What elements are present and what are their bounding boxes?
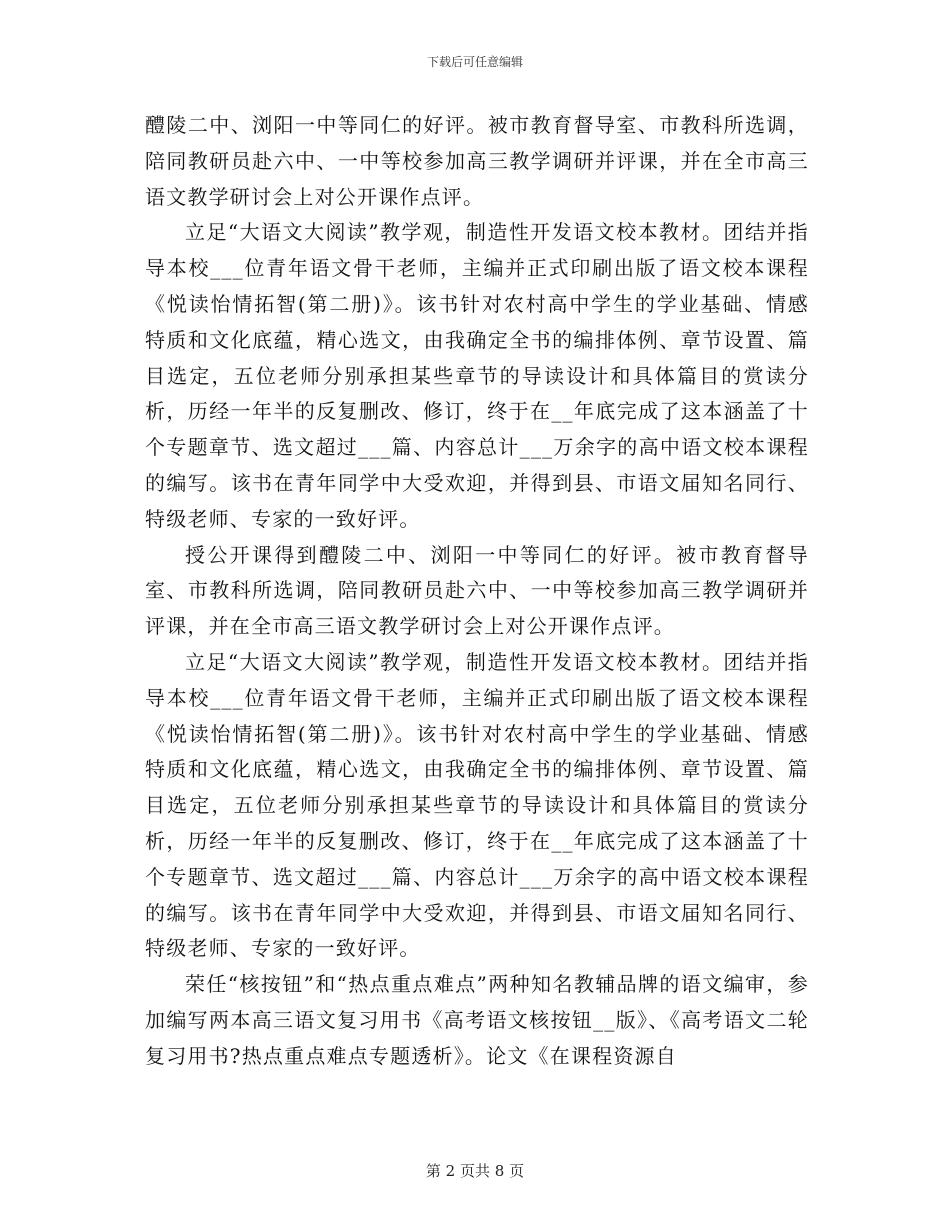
paragraph: 立足“大语文大阅读”教学观，制造性开发语文校本教材。团结并指导本校___位青年语文骨干老师，主编并正式印刷出版了语文校本课程《悦读怡情拓智(第二册)》。该书针对农村高中学生的学业基础、情感特质和文化底蕴，精心选文，由我确定全书的编排体例、章节设置、篇目选定，五位老师分别承担某些章节的导读设计和具体篇目的赏读分析，历经一年半的反复删改、修订，终于在__年底完成了这本涵盖了十个专题章节、选文超过___篇、内容总计___万余字的高中语文校本课程的编写。该书在青年同学中大受欢迎，并得到县、市语文届知名同行、特级老师、专家的一致好评。 [145,220,809,531]
paragraph: 授公开课得到醴陵二中、浏阳一中等同仁的好评。被市教育督导室、市教科所选调，陪同教研员赴六中、一中等校参加高三教学调研并评课，并在全市高三语文教学研讨会上对公开课作点评。 [145,542,809,639]
paragraph-continued: 醴陵二中、浏阳一中等同仁的好评。被市教育督导室、市教科所选调，陪同教研员赴六中、一中等校参加高三教学调研并评课，并在全市高三语文教学研讨会上对公开课作点评。 [145,113,809,209]
paragraph: 立足“大语文大阅读”教学观，制造性开发语文校本教材。团结并指导本校___位青年语文骨干老师，主编并正式印刷出版了语文校本课程《悦读怡情拓智(第二册)》。该书针对农村高中学生的学业基础、情感特质和文化底蕴，精心选文，由我确定全书的编排体例、章节设置、篇目选定，五位老师分别承担某些章节的导读设计和具体篇目的赏读分析，历经一年半的反复删改、修订，终于在__年底完成了这本涵盖了十个专题章节、选文超过___篇、内容总计___万余字的高中语文校本课程的编写。该书在青年同学中大受欢迎，并得到县、市语文届知名同行、特级老师、专家的一致好评。 [145,649,809,961]
paragraph: 荣任“核按钮”和“热点重点难点”两种知名教辅品牌的语文编审，参加编写两本高三语文复习用书《高考语文核按钮__版》、《高考语文二轮复习用书?热点重点难点专题透析》。论文《在课程资源自 [145,972,809,1068]
document-body [145,108,809,1075]
page-number-footer: 第 2 页共 8 页 [425,1162,525,1180]
page-header: 下载后可任意编辑 [426,55,523,69]
